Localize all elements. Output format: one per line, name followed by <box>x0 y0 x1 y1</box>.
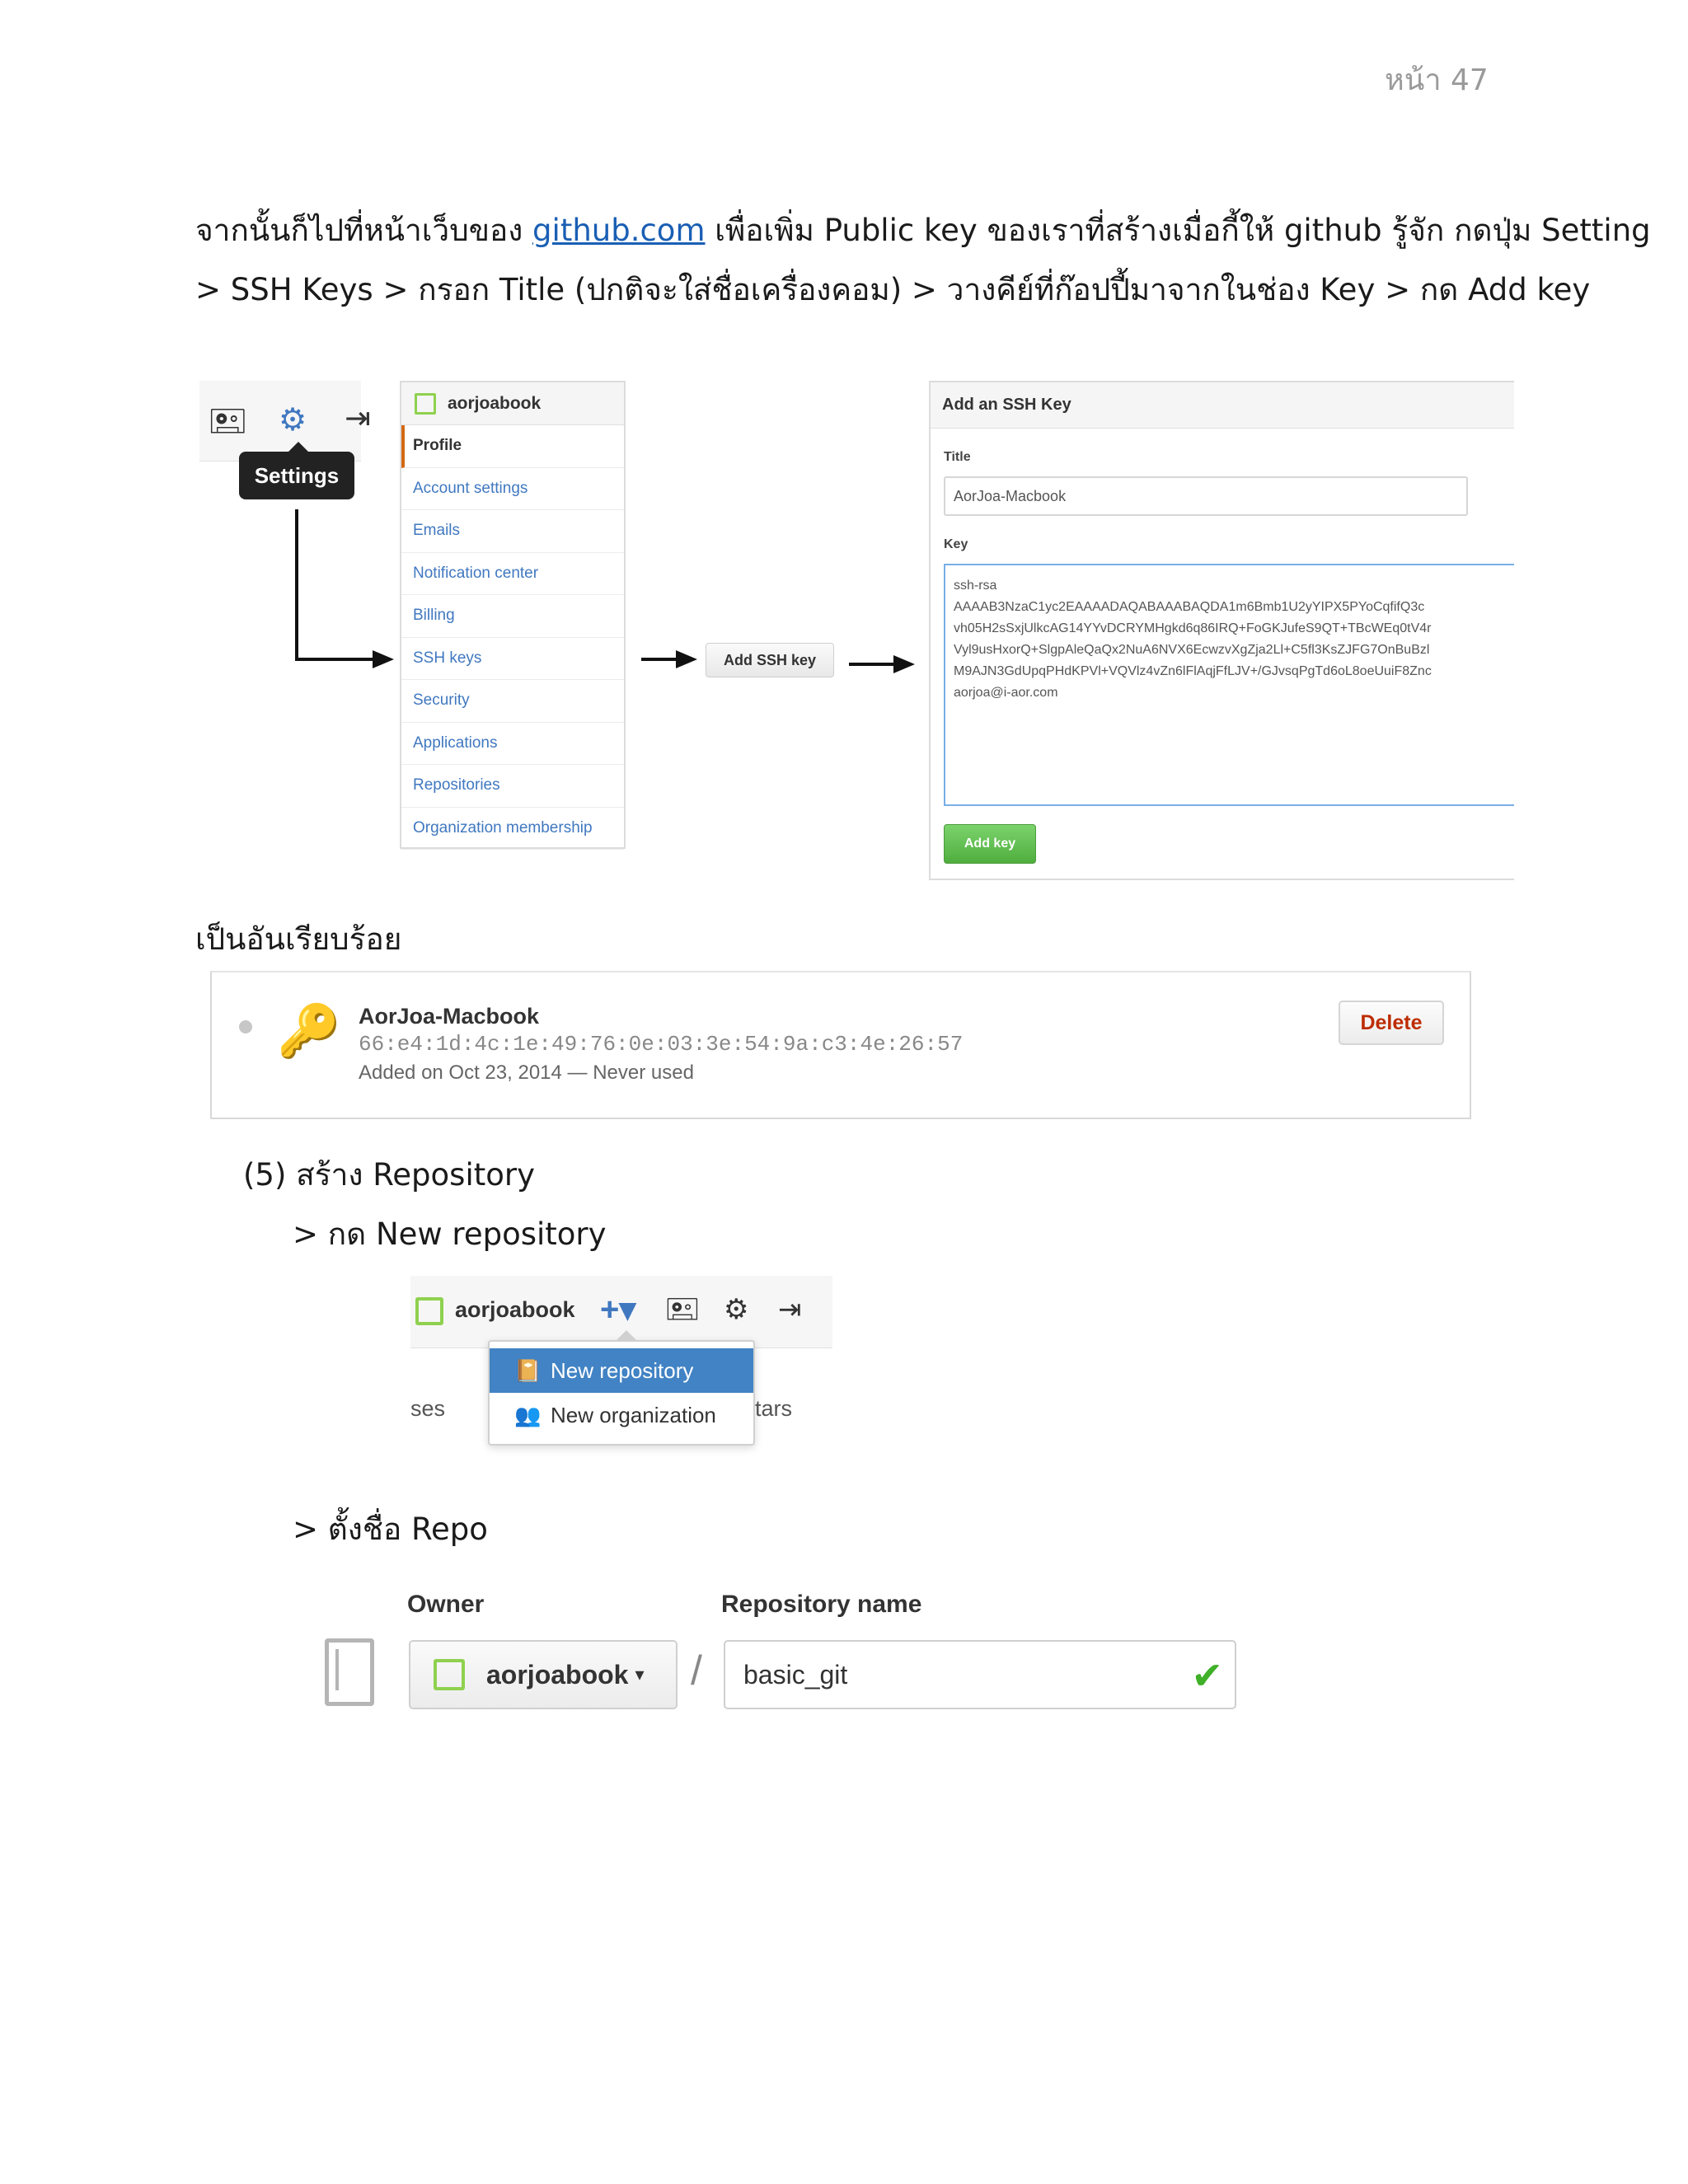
menu-item-billing[interactable]: Billing <box>401 595 624 638</box>
menu-item-profile[interactable]: Profile <box>401 425 624 468</box>
create-new-dropdown <box>488 1340 755 1446</box>
owner-avatar-icon <box>434 1659 465 1690</box>
checkmark-icon: ✔ <box>1191 1654 1223 1697</box>
key-textarea[interactable] <box>944 564 1514 806</box>
sign-out-icon[interactable]: ⇥ <box>778 1294 802 1325</box>
sign-out-icon[interactable]: ⇥ <box>345 400 371 436</box>
title-label: Title <box>944 450 971 464</box>
flow-arrow-horizontal <box>295 658 377 661</box>
flow-arrow-shaft <box>849 663 897 666</box>
key-line: ssh-rsa <box>954 579 997 593</box>
step5-heading: (5) สร้าง Repository <box>243 1157 535 1193</box>
menu-username: aorjoabook <box>448 393 542 413</box>
owner-repo-separator: / <box>691 1647 702 1694</box>
key-added-date: Added on Oct 23, 2014 — Never used <box>359 1062 694 1084</box>
inbox-icon[interactable]: 🖭 <box>666 1294 699 1325</box>
key-line: AAAAB3NzaC1yc2EAAAADAQABAAABAQDA1m6Bmb1U2yYIPX5PYoCqfifQ3c <box>954 600 1425 614</box>
step5-sub-repo-name: > ตั้งชื่อ Repo <box>293 1511 488 1547</box>
menu-item-account-settings[interactable]: Account settings <box>401 468 624 511</box>
header-username[interactable]: aorjoabook <box>455 1297 575 1322</box>
new-repository-item[interactable] <box>490 1348 753 1393</box>
add-ssh-key-button[interactable]: Add SSH key <box>706 643 834 677</box>
key-icon: 🔑 <box>277 1001 341 1061</box>
done-text: เป็นอันเรียบร้อย <box>195 921 402 957</box>
owner-label: Owner <box>407 1591 485 1618</box>
gear-icon[interactable]: ⚙ <box>279 401 307 438</box>
background-text-fragment: tars <box>755 1396 793 1421</box>
step5-sub-new-repo: > กด New repository <box>293 1216 607 1252</box>
github-link[interactable]: github.com <box>532 213 706 248</box>
flow-arrow-shaft <box>641 658 679 661</box>
arrow-right-icon <box>676 650 697 668</box>
key-label: Key <box>944 537 968 551</box>
settings-menu <box>400 381 626 849</box>
key-fingerprint: 66:e4:1d:4c:1e:49:76:0e:03:3e:54:9a:c3:4e:26:57 <box>359 1032 964 1057</box>
organization-icon: 👥 <box>514 1402 542 1427</box>
repo-name-label: Repository name <box>721 1591 922 1618</box>
key-status-dot <box>239 1020 252 1033</box>
intro-line-1 <box>195 206 1651 255</box>
key-line: M9AJN3GdUpqPHdKPVl+VQVlz4vZn6lFlAqjFfLJV+/GJvsqPgTd6oL8oeUuiF8Znc <box>954 664 1432 678</box>
key-line: Vyl9usHxorQ+SlgpAleQaQx2NuA6NVX6EcwzvXgZja2Ll+C5fl3KsZJFG7OnBuBzl <box>954 643 1430 657</box>
user-avatar-icon <box>415 1297 443 1325</box>
menu-item-organization-membership[interactable]: Organization membership <box>401 808 624 851</box>
intro-line-2: > SSH Keys > กรอก Title (ปกติจะใส่ชื่อเครื่องคอม) > วางคีย์ที่ก๊อปปี้มาจากในช่อง Key > กด Add key <box>195 272 1591 307</box>
delete-button[interactable]: Delete <box>1339 1001 1444 1045</box>
repo-book-icon <box>325 1638 374 1706</box>
menu-item-repositories[interactable]: Repositories <box>401 765 624 808</box>
add-ssh-key-form <box>929 381 1514 880</box>
caret-down-icon: ▾ <box>635 1664 645 1685</box>
new-organization-item[interactable] <box>490 1393 753 1437</box>
background-text-fragment: ses <box>410 1396 446 1421</box>
add-key-button[interactable]: Add key <box>944 824 1036 864</box>
form-heading: Add an SSH Key <box>931 382 1514 429</box>
page-number: หน้า 47 <box>1385 63 1489 97</box>
menu-item-notification-center[interactable]: Notification center <box>401 553 624 596</box>
repo-icon: 📔 <box>514 1357 542 1383</box>
user-avatar-icon <box>415 393 436 415</box>
intro-text-post: เพื่อเพิ่ม Public key ของเราที่สร้างเมื่อกี้ให้ github รู้จัก กดปุ่ม Setting <box>705 213 1651 248</box>
settings-tooltip: Settings <box>239 452 354 499</box>
owner-value: aorjoabook <box>486 1659 629 1690</box>
key-line: aorjoa@i-aor.com <box>954 686 1058 700</box>
new-organization-label: New organization <box>551 1402 716 1427</box>
intro-text-pre: จากนั้นก็ไปที่หน้าเว็บของ <box>195 213 533 248</box>
header-icon-bar <box>199 381 371 462</box>
menu-header <box>401 382 624 425</box>
inbox-icon[interactable]: 🖭 <box>209 403 246 439</box>
arrow-right-icon <box>893 655 915 673</box>
menu-item-applications[interactable]: Applications <box>401 723 624 766</box>
menu-item-emails[interactable]: Emails <box>401 510 624 553</box>
repository-name-input[interactable] <box>724 1640 1236 1709</box>
menu-item-ssh-keys[interactable]: SSH keys <box>401 638 624 681</box>
plus-dropdown-icon[interactable]: +▾ <box>600 1291 636 1328</box>
key-line: vh05H2sSxjUlkcAG14YYvDCRYMHgkd6q86IRQ+FoGKJufeS9QT+TBcWEq0tV4r <box>954 621 1432 635</box>
repository-name-value: basic_git <box>743 1659 848 1690</box>
menu-item-security[interactable]: Security <box>401 680 624 723</box>
title-input[interactable]: AorJoa-Macbook <box>944 476 1468 516</box>
owner-dropdown[interactable] <box>409 1640 678 1709</box>
key-name: AorJoa-Macbook <box>359 1004 540 1029</box>
flow-arrow-vertical <box>295 509 298 661</box>
new-repository-label: New repository <box>551 1357 694 1383</box>
arrow-head-icon <box>373 650 394 668</box>
gear-icon[interactable]: ⚙ <box>724 1294 749 1325</box>
